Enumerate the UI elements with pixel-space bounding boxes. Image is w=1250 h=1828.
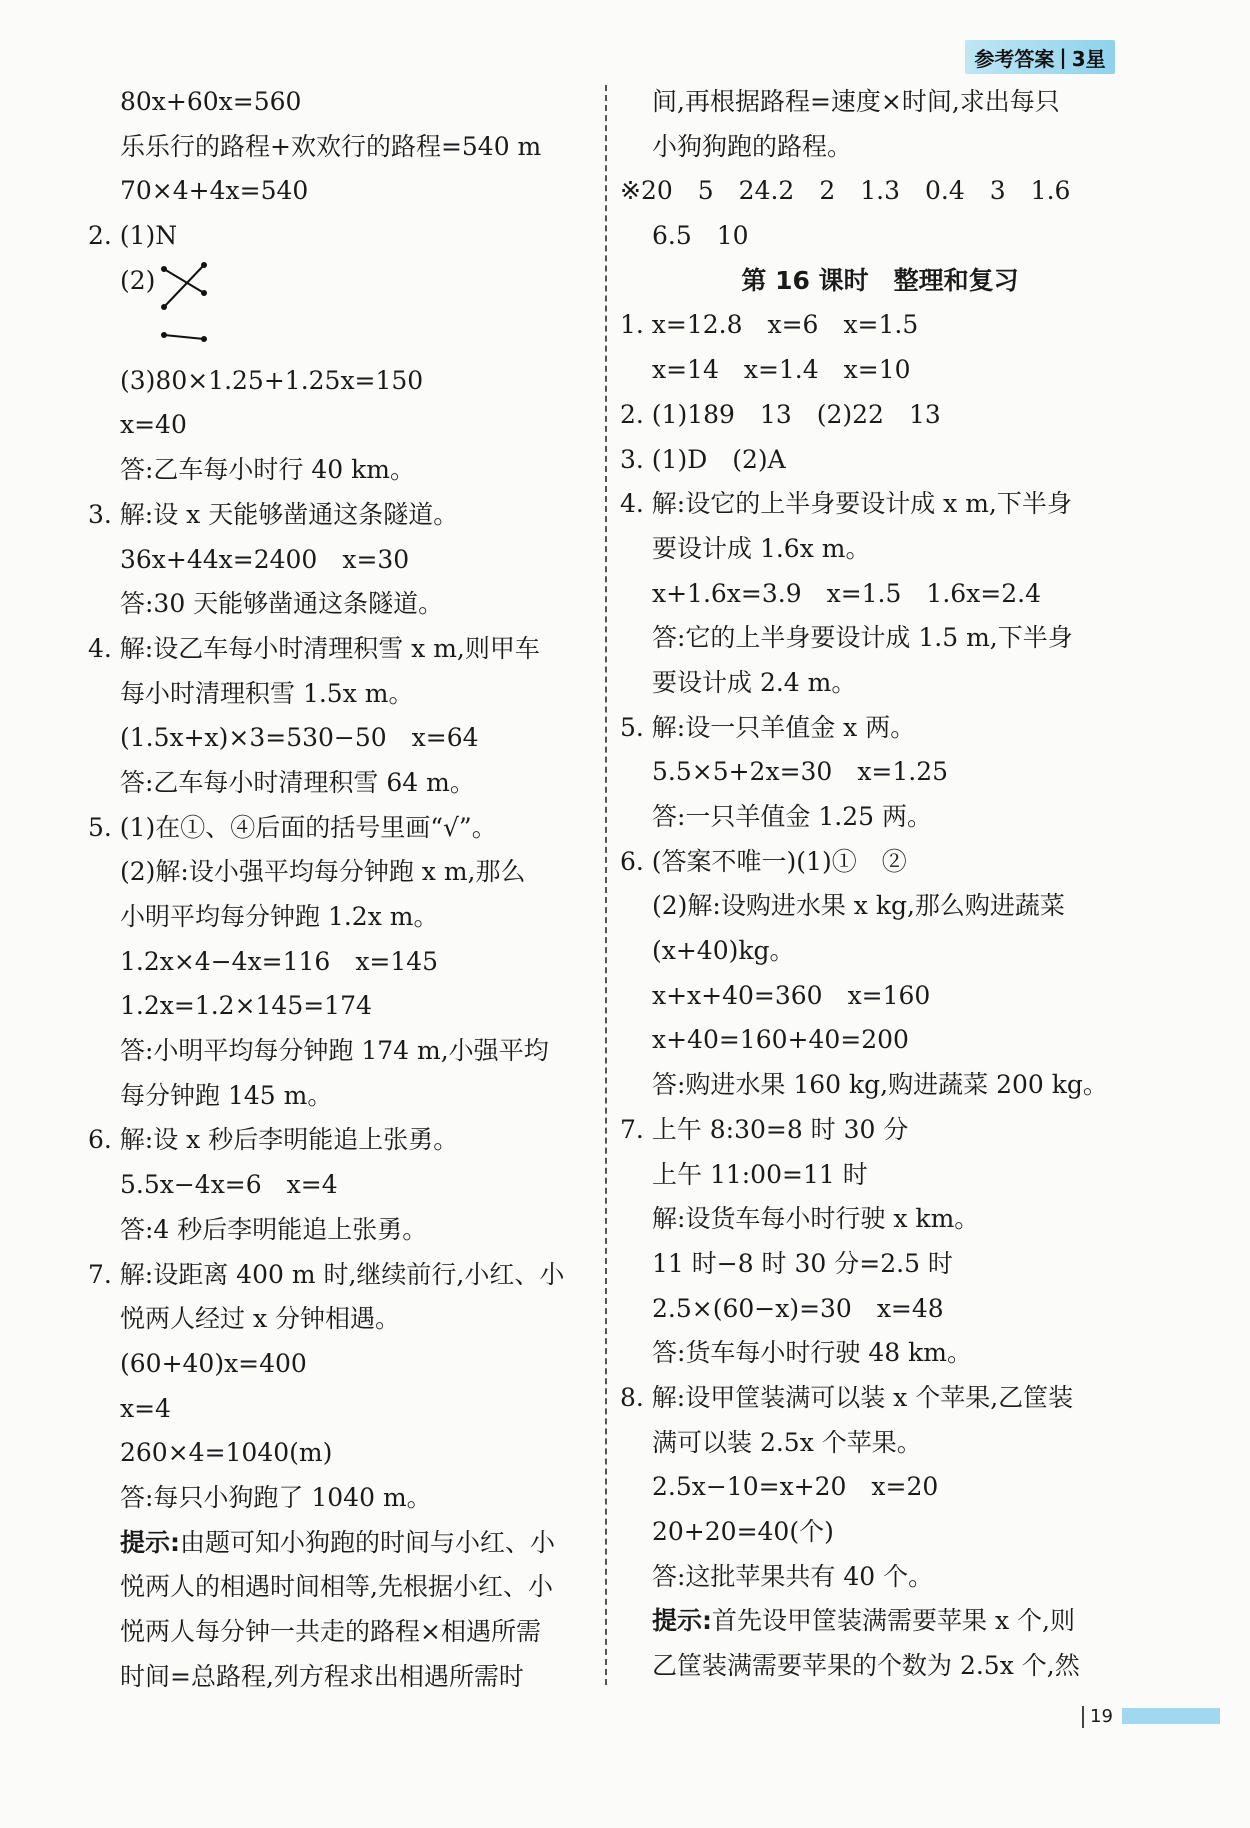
text-line: 5. 解:设一只羊值金 x 两。 xyxy=(620,712,916,742)
text-line: 时间=总路程,列方程求出相遇所需时 xyxy=(120,1661,524,1691)
text-line: (2)解:设小强平均每分钟跑 x m,那么 xyxy=(120,857,526,887)
section-title: 第 16 课时 整理和复习 xyxy=(741,265,1019,295)
text-line: x=40 xyxy=(120,410,187,440)
crossing-lines-diagram xyxy=(158,259,218,359)
text-line: x+40=160+40=200 xyxy=(652,1025,909,1055)
text-line: 2. (1)N xyxy=(88,221,178,251)
text-line: 5.5x−4x=6 x=4 xyxy=(120,1170,338,1200)
text-line: 答:货车每小时行驶 48 km。 xyxy=(652,1338,972,1368)
text-line: 2.5x−10=x+20 x=20 xyxy=(652,1472,939,1502)
text-line: 答:乙车每小时行 40 km。 xyxy=(120,455,415,485)
text-line: 满可以装 2.5x 个苹果。 xyxy=(652,1427,922,1457)
text-line: 答:每只小狗跑了 1040 m。 xyxy=(120,1482,432,1512)
hint-line xyxy=(620,1599,1140,1644)
text-line: 上午 11:00=11 时 xyxy=(652,1159,868,1189)
text-line: 答:乙车每小时清理积雪 64 m。 xyxy=(120,767,475,797)
text-line: 20+20=40(个) xyxy=(652,1517,834,1546)
left-column xyxy=(88,80,608,1699)
text-line: x=4 xyxy=(120,1393,171,1423)
text-line: 6.5 10 xyxy=(652,221,749,251)
hint-label: 提示: xyxy=(652,1606,712,1636)
text-line: (2)解:设购进水果 x kg,那么购进蔬菜 xyxy=(652,891,1065,921)
text-line: 悦两人的相遇时间相等,先根据小红、小 xyxy=(120,1572,553,1602)
text-line: (1.5x+x)×3=530−50 x=64 xyxy=(120,723,479,753)
text-line: x=14 x=1.4 x=10 xyxy=(652,355,911,385)
text-line: 8. 解:设甲筐装满可以装 x 个苹果,乙筐装 xyxy=(620,1382,1074,1412)
text-line: 80x+60x=560 xyxy=(120,87,302,116)
text-line: 每小时清理积雪 1.5x m。 xyxy=(120,678,414,708)
text-line: 答:这批苹果共有 40 个。 xyxy=(652,1561,934,1591)
matching-diagram xyxy=(88,259,608,359)
text-line: 6. (答案不唯一)(1)① ② xyxy=(620,846,907,876)
text-line: 5. (1)在①、④后面的括号里画“√”。 xyxy=(88,812,497,842)
text-line: 7. 解:设距离 400 m 时,继续前行,小红、小 xyxy=(88,1259,565,1289)
text-line: 4. 解:设它的上半身要设计成 x m,下半身 xyxy=(620,489,1072,519)
text-line: 1. x=12.8 x=6 x=1.5 xyxy=(620,310,919,340)
text-line: 乐乐行的路程+欢欢行的路程=540 m xyxy=(120,131,542,161)
text-line: (3)80×1.25+1.25x=150 xyxy=(120,365,424,395)
answer-header-badge: 参考答案 | 3星 xyxy=(965,40,1115,74)
text-line: 每分钟跑 145 m。 xyxy=(120,1080,333,1110)
text-line: 6. 解:设 x 秒后李明能追上张勇。 xyxy=(88,1125,459,1155)
text-line: 260×4=1040(m) xyxy=(120,1438,333,1468)
text-line: 答:小明平均每分钟跑 174 m,小强平均 xyxy=(120,1036,549,1066)
text-line: 7. 上午 8:30=8 时 30 分 xyxy=(620,1114,909,1144)
hint-text: 由题可知小狗跑的时间与小红、小 xyxy=(180,1527,556,1557)
text-line: 乙筐装满需要苹果的个数为 2.5x 个,然 xyxy=(652,1651,1080,1681)
text-line: (60+40)x=400 xyxy=(120,1348,307,1378)
text-line: 1.2x=1.2×145=174 xyxy=(120,991,372,1021)
text-line: 36x+44x=2400 x=30 xyxy=(120,544,410,574)
text-line: 2.5×(60−x)=30 x=48 xyxy=(652,1293,944,1323)
text-line: 小狗狗跑的路程。 xyxy=(652,131,853,161)
text-line: 3. 解:设 x 天能够凿通这条隧道。 xyxy=(88,499,459,529)
text-line: ※20 5 24.2 2 1.3 0.4 3 1.6 xyxy=(620,176,1071,206)
header-label: 参考答案 xyxy=(974,46,1055,71)
text-line: 悦两人经过 x 分钟相遇。 xyxy=(120,1304,400,1334)
text-line: x+1.6x=3.9 x=1.5 1.6x=2.4 xyxy=(652,578,1041,608)
footer-accent-bar xyxy=(1122,1708,1220,1724)
text-line: x+x+40=360 x=160 xyxy=(652,980,931,1010)
text-line: 5.5×5+2x=30 x=1.25 xyxy=(652,757,949,787)
text-line: 4. 解:设乙车每小时清理积雪 x m,则甲车 xyxy=(88,633,540,663)
hint-text: 首先设甲筐装满需要苹果 x 个,则 xyxy=(712,1606,1075,1636)
text-line: 70×4+4x=540 xyxy=(120,176,309,206)
text-line: 2. (1)189 13 (2)22 13 xyxy=(620,399,941,429)
text-line: 小明平均每分钟跑 1.2x m。 xyxy=(120,902,439,931)
header-rank: 3星 xyxy=(1071,46,1106,71)
text-line: 答:它的上半身要设计成 1.5 m,下半身 xyxy=(652,623,1073,653)
text-line: 3. (1)D (2)A xyxy=(620,444,786,474)
text-line: 要设计成 2.4 m。 xyxy=(652,667,857,697)
text-line: 解:设货车每小时行驶 x km。 xyxy=(652,1204,980,1234)
text-line: 11 时−8 时 30 分=2.5 时 xyxy=(652,1248,953,1278)
text-line: 答:4 秒后李明能追上张勇。 xyxy=(120,1214,428,1244)
right-column xyxy=(620,80,1140,1689)
hint-label: 提示: xyxy=(120,1527,180,1557)
text-line: 间,再根据路程=速度×时间,求出每只 xyxy=(652,87,1060,116)
text-line: (x+40)kg。 xyxy=(652,936,795,966)
text-line: 答:30 天能够凿通这条隧道。 xyxy=(120,589,444,619)
hint-line xyxy=(88,1521,608,1566)
diagram-label: (2) xyxy=(120,265,156,295)
text-line: 要设计成 1.6x m。 xyxy=(652,533,871,563)
text-line: 悦两人每分钟一共走的路程×相遇所需 xyxy=(120,1617,541,1646)
text-line: 1.2x×4−4x=116 x=145 xyxy=(120,946,439,976)
text-line: 答:一只羊值金 1.25 两。 xyxy=(652,802,932,831)
page-number: 19 xyxy=(1082,1706,1113,1728)
text-line: 答:购进水果 160 kg,购进蔬菜 200 kg。 xyxy=(652,1070,1108,1100)
